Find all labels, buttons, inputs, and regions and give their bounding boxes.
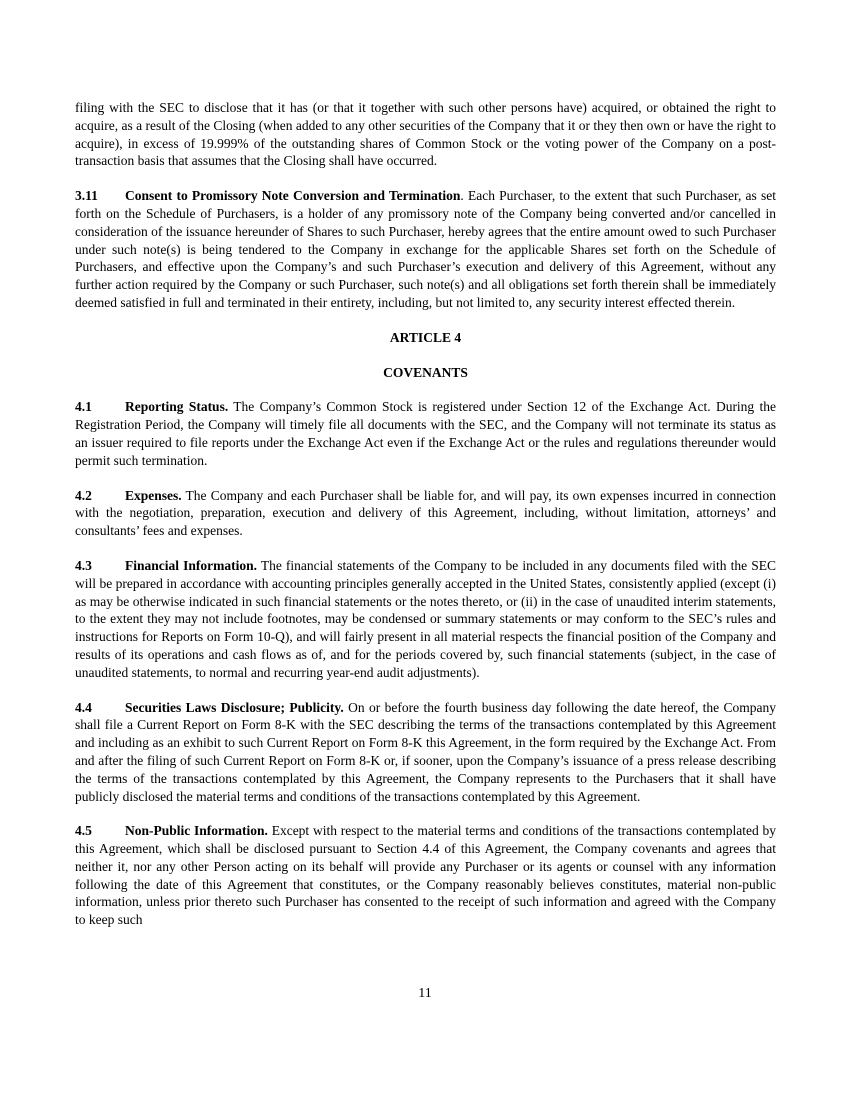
section-heading: Expenses. — [125, 487, 182, 503]
section-number: 4.2 — [75, 487, 92, 503]
section-text: . Each Purchaser, to the extent that such Purchaser, as set forth on the Schedule of Purchasers, is a holder of any promissory note of the Company being converted and/or cancelled in consideration of the issuance hereunder of Shares to such Purchaser, hereby agrees that the entire amount owed to such Purchaser under such note(s) is being tendered to the Company in exchange for the applicable Shares set forth on the Schedule of Purchasers, and effective upon the Company’s and such Purchaser’s execution and delivery of this Agreement, without any further action required by the Company or such Purchaser, such note(s) and all obligations set forth therein shall be immediately deemed satisfied in full and terminated in their entirety, including, but not limited to, any security interest effected therein. — [75, 188, 776, 310]
section-text: On or before the fourth business day following the date hereof, the Company shall file a Current Report on Form 8-K with the SEC describing the terms of the transactions contemplated by this Agreement and including as an exhibit to such Current Report on Form 8-K this Agreement, in the form required by the Exchange Act. From and after the filing of such Current Report on Form 8-K or, if sooner, upon the Company’s issuance of a press release describing the terms of the transactions contemplated by this Agreement, the Company represents to the Purchasers that it shall have publicly disclosed the material terms and conditions of the transactions contemplated by this Agreement. — [75, 699, 776, 804]
section-number: 4.5 — [75, 823, 92, 839]
section-text: The financial statements of the Company to be included in any documents filed with the SEC will be prepared in accordance with accounting principles generally accepted in the United States, consistently applied (except (i) as may be otherwise indicated in such financial statements or the notes thereto, or (ii) in the case of unaudited interim statements, to the extent they may not include footnotes, may be condensed or summary statements or may conform to the SEC’s rules and instructions for Reports on Form 10-Q), and will fairly present in all material respects the financial position of the Company and results of its operations and cash flows as of, and for the periods covered by, such financial statements (subject, in the case of unaudited statements, to normal and recurring year-end audit adjustments). — [75, 557, 776, 680]
section-4-2 — [75, 487, 776, 540]
section-number: 4.3 — [75, 557, 92, 573]
page-number: 11 — [418, 986, 432, 1001]
document-page — [75, 99, 776, 946]
section-4-1 — [75, 398, 776, 469]
section-number: 4.1 — [75, 399, 92, 415]
section-4-5 — [75, 822, 776, 929]
section-text: The Company and each Purchaser shall be liable for, and will pay, its own expenses incurred in connection with the negotiation, preparation, execution and delivery of this Agreement, including, without limitation, attorneys’ and consultants’ fees and expenses. — [75, 487, 776, 539]
article-title: COVENANTS — [383, 364, 468, 380]
section-text: The Company’s Common Stock is registered under Section 12 of the Exchange Act. During the Registration Period, the Company will timely file all documents with the SEC, and the Company will not terminate its status as an issuer required to file reports under the Exchange Act even if the Exchange Act or the rules and regulations thereunder would permit such termination. — [75, 399, 776, 468]
section-number: 4.4 — [75, 699, 92, 715]
intro-paragraph: filing with the SEC to disclose that it has (or that it together with such other persons have) acquired, or obtained the right to acquire, as a result of the Closing (when added to any other securities of the Company that it or they then own or have the right to acquire), in excess of 19.999% of the outstanding shares of Common Stock or the voting power of the Company on a post-transaction basis that assumes that the Closing shall have occurred. — [75, 100, 776, 169]
section-heading: Non-Public Information. — [125, 823, 268, 839]
section-4-3 — [75, 557, 776, 682]
section-text: Except with respect to the material terms and conditions of the transactions contemplated by this Agreement, which shall be disclosed pursuant to Section 4.4 of this Agreement, the Company covenants and agrees that neither it, nor any other Person acting on its behalf will provide any Purchaser or its agents or counsel with any information following the date of this Agreement that constitutes, or the Company reasonably believes constitutes, material non-public information, unless prior thereto such Purchaser has consented to the receipt of such information and agreed with the Company to keep such — [75, 823, 776, 928]
section-heading: Financial Information. — [125, 557, 257, 573]
section-3-11 — [75, 187, 776, 312]
article-label: ARTICLE 4 — [389, 329, 462, 345]
section-heading: Securities Laws Disclosure; Publicity. — [125, 699, 344, 715]
section-heading: Reporting Status. — [125, 399, 229, 415]
section-4-4 — [75, 699, 776, 806]
section-heading: Consent to Promissory Note Conversion and Termination — [125, 188, 461, 204]
section-number: 3.11 — [75, 188, 98, 204]
